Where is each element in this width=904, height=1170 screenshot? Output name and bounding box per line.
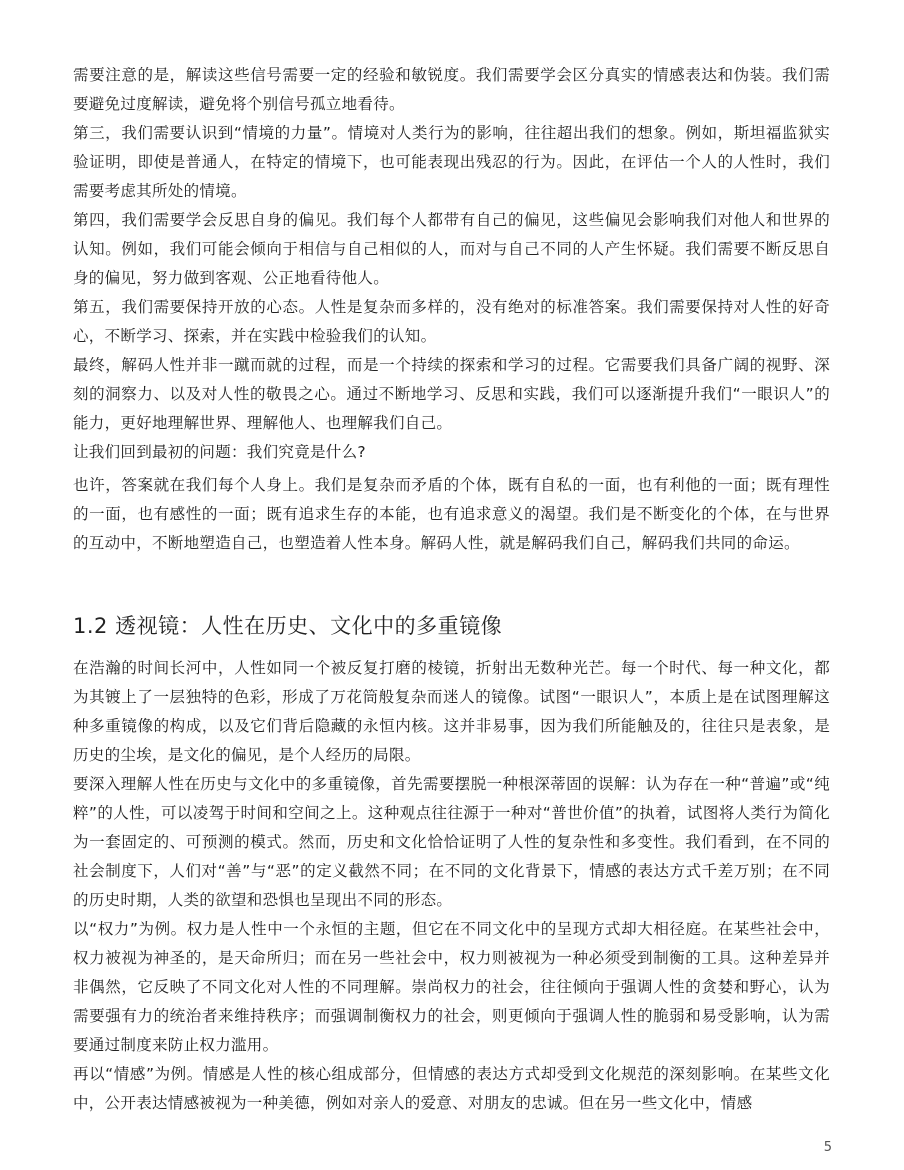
paragraph: 第三，我们需要认识到“情境的力量”。情境对人类行为的影响，往往超出我们的想象。例如，斯坦福监狱实验证明，即使是普通人，在特定的情境下，也可能表现出残忍的行为。因此，在评估一个人的人性时，我们需要考虑其所处的情境。 — [73, 124, 830, 200]
paragraph: 第四，我们需要学会反思自身的偏见。我们每个人都带有自己的偏见，这些偏见会影响我们对他人和世界的认知。例如，我们可能会倾向于相信与自己相似的人，而对与自己不同的人产生怀疑。我们需要不断反思自身的偏见，努力做到客观、公正地看待他人。 — [73, 211, 830, 287]
paragraph: 让我们回到最初的问题：我们究竟是什么? — [73, 443, 366, 461]
paragraph: 再以“情感”为例。情感是人性的核心组成部分，但情感的表达方式却受到文化规范的深刻影响。在某些文化中，公开表达情感被视为一种美德，例如对亲人的爱意、对朋友的忠诚。但在另一些文化中，情感 — [73, 1065, 830, 1112]
section-text-block — [73, 654, 830, 1118]
paragraph: 也许，答案就在我们每个人身上。我们是复杂而矛盾的个体，既有自私的一面，也有利他的一面；既有理性的一面，也有感性的一面；既有追求生存的本能，也有追求意义的渴望。我们是不断变化的个体，在与世界的互动中，不断地塑造自己，也塑造着人性本身。解码人性，就是解码我们自己，解码我们共同的命运。 — [73, 476, 830, 552]
paragraph: 最终，解码人性并非一蹴而就的过程，而是一个持续的探索和学习的过程。它需要我们具备广阔的视野、深刻的洞察力、以及对人性的敬畏之心。通过不断地学习、反思和实践，我们可以逐渐提升我们“一眼识人”的能力，更好地理解世界、理解他人、也理解我们自己。 — [73, 356, 830, 432]
paragraph: 第五，我们需要保持开放的心态。人性是复杂而多样的，没有绝对的标准答案。我们需要保持对人性的好奇心，不断学习、探索，并在实践中检验我们的认知。 — [73, 298, 830, 345]
paragraph: 要深入理解人性在历史与文化中的多重镜像，首先需要摆脱一种根深蒂固的误解：认为存在一种“普遍”或“纯粹”的人性，可以凌驾于时间和空间之上。这种观点往往源于一种对“普世价值”的执着，试图将人类行为简化为一套固定的、可预测的模式。然而，历史和文化恰恰证明了人性的复杂性和多变性。我们看到，在不同的社会制度下，人们对“善”与“恶”的定义截然不同；在不同的文化背景下，情感的表达方式千差万别；在不同的历史时期，人类的欲望和恐惧也呈现出不同的形态。 — [73, 775, 830, 909]
paragraph: 在浩瀚的时间长河中，人性如同一个被反复打磨的棱镜，折射出无数种光芒。每一个时代、每一种文化，都为其镀上了一层独特的色彩，形成了万花筒般复杂而迷人的镜像。试图“一眼识人”，本质上是在试图理解这种多重镜像的构成，以及它们背后隐藏的永恒内核。这并非易事，因为我们所能触及的，往往只是表象，是历史的尘埃，是文化的偏见，是个人经历的局限。 — [73, 659, 830, 764]
intro-text-block — [73, 61, 830, 558]
paragraph: 需要注意的是，解读这些信号需要一定的经验和敏锐度。我们需要学会区分真实的情感表达和伪装。我们需要避免过度解读，避免将个别信号孤立地看待。 — [73, 66, 830, 113]
page-number: 5 — [823, 1140, 832, 1155]
paragraph: 以“权力”为例。权力是人性中一个永恒的主题，但它在不同文化中的呈现方式却大相径庭。在某些社会中，权力被视为神圣的，是天命所归；而在另一些社会中，权力则被视为一种必须受到制衡的工具。这种差异并非偶然，它反映了不同文化对人性的不同理解。崇尚权力的社会，往往倾向于强调人性的贪婪和野心，认为需要强有力的统治者来维持秩序；而强调制衡权力的社会，则更倾向于强调人性的脆弱和易受影响，认为需要通过制度来防止权力滥用。 — [73, 920, 830, 1054]
section-heading: 1.2 透视镜：人性在历史、文化中的多重镜像 — [73, 614, 503, 638]
